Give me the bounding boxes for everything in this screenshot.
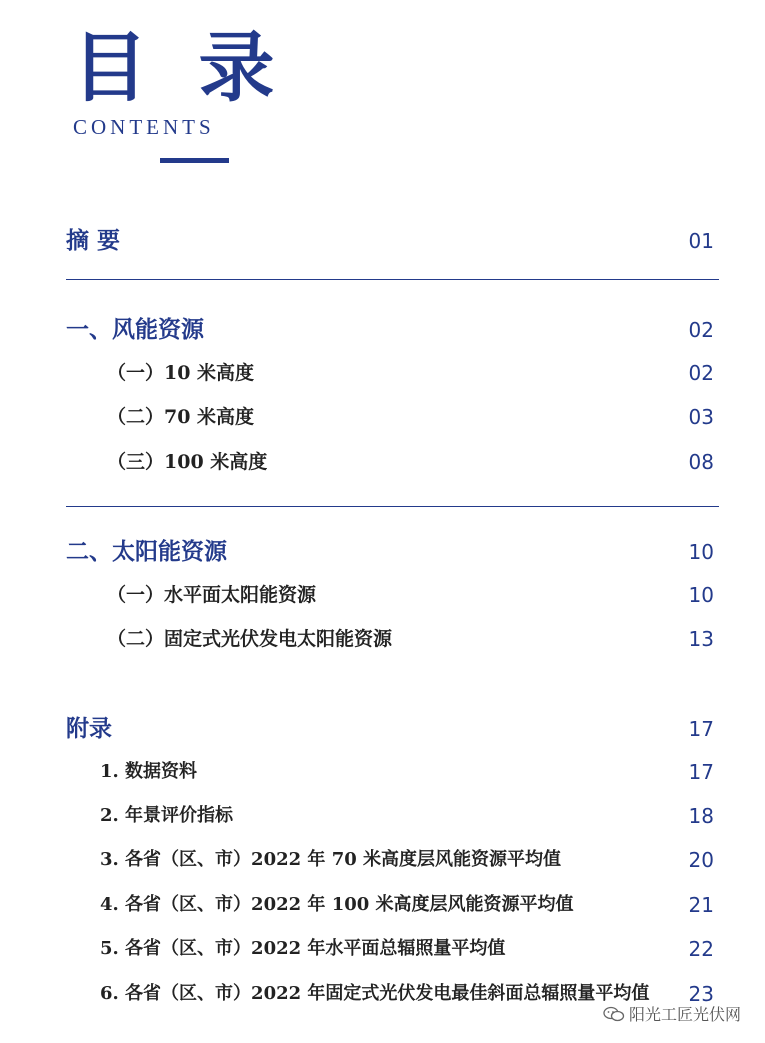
toc-page-number: 03 xyxy=(688,405,714,429)
toc-page-number: 20 xyxy=(688,848,714,872)
toc-page-number: 08 xyxy=(688,450,714,474)
section-divider xyxy=(66,279,719,280)
watermark xyxy=(603,1002,741,1025)
toc-entry-appendix[interactable] xyxy=(0,714,765,744)
toc-entry-solar[interactable] xyxy=(0,537,765,567)
page-subtitle: CONTENTS xyxy=(73,115,215,139)
toc-entry-appendix-5[interactable] xyxy=(0,934,765,964)
toc-label: （三）100 米高度 xyxy=(107,451,268,473)
toc-label: （二）70 米高度 xyxy=(107,406,255,428)
toc-page-number: 10 xyxy=(688,583,714,607)
toc-label: （一）水平面太阳能资源 xyxy=(107,584,317,606)
toc-label: 6. 各省（区、市）2022 年固定式光伏发电最佳斜面总辐照量平均值 xyxy=(100,983,650,1004)
toc-label: 一、风能资源 xyxy=(66,316,204,343)
wechat-icon xyxy=(603,1006,625,1022)
title-underline xyxy=(160,158,229,163)
toc-label: 5. 各省（区、市）2022 年水平面总辐照量平均值 xyxy=(100,938,506,959)
toc-entry-appendix-1[interactable] xyxy=(0,757,765,787)
toc-entry-summary[interactable] xyxy=(0,226,765,256)
toc-label: （一）10 米高度 xyxy=(107,362,255,384)
toc-page-number: 02 xyxy=(688,361,714,385)
toc-page-number: 17 xyxy=(688,717,714,741)
toc-entry-solar-horizontal[interactable] xyxy=(0,580,765,610)
toc-page-number: 01 xyxy=(688,229,714,253)
toc-label: 1. 数据资料 xyxy=(100,761,198,782)
toc-page-number: 21 xyxy=(688,893,714,917)
toc-label: 二、太阳能资源 xyxy=(66,538,227,565)
toc-entry-wind-70m[interactable] xyxy=(0,402,765,432)
toc-label: 4. 各省（区、市）2022 年 100 米高度层风能资源平均值 xyxy=(100,894,574,915)
toc-page-number: 10 xyxy=(688,540,714,564)
toc-entry-wind[interactable] xyxy=(0,315,765,345)
toc-entry-wind-10m[interactable] xyxy=(0,358,765,388)
toc-label: （二）固定式光伏发电太阳能资源 xyxy=(107,628,393,650)
toc-page-number: 02 xyxy=(688,318,714,342)
toc-page-number: 22 xyxy=(688,937,714,961)
toc-entry-appendix-2[interactable] xyxy=(0,801,765,831)
toc-page-number: 23 xyxy=(688,982,714,1006)
toc-label: 摘 要 xyxy=(66,227,121,254)
page-title: 目 录 xyxy=(72,23,287,112)
toc-entry-wind-100m[interactable] xyxy=(0,447,765,477)
toc-label: 3. 各省（区、市）2022 年 70 米高度层风能资源平均值 xyxy=(100,849,562,870)
toc-label: 附录 xyxy=(66,715,112,742)
section-divider xyxy=(66,506,719,507)
toc-page-number: 17 xyxy=(688,760,714,784)
toc-page-number: 18 xyxy=(688,804,714,828)
toc-entry-appendix-4[interactable] xyxy=(0,890,765,920)
toc-label: 2. 年景评价指标 xyxy=(100,805,234,826)
toc-entry-appendix-3[interactable] xyxy=(0,845,765,875)
toc-page-number: 13 xyxy=(688,627,714,651)
toc-entry-solar-fixed-pv[interactable] xyxy=(0,624,765,654)
watermark-text: 阳光工匠光伏网 xyxy=(628,1005,741,1024)
